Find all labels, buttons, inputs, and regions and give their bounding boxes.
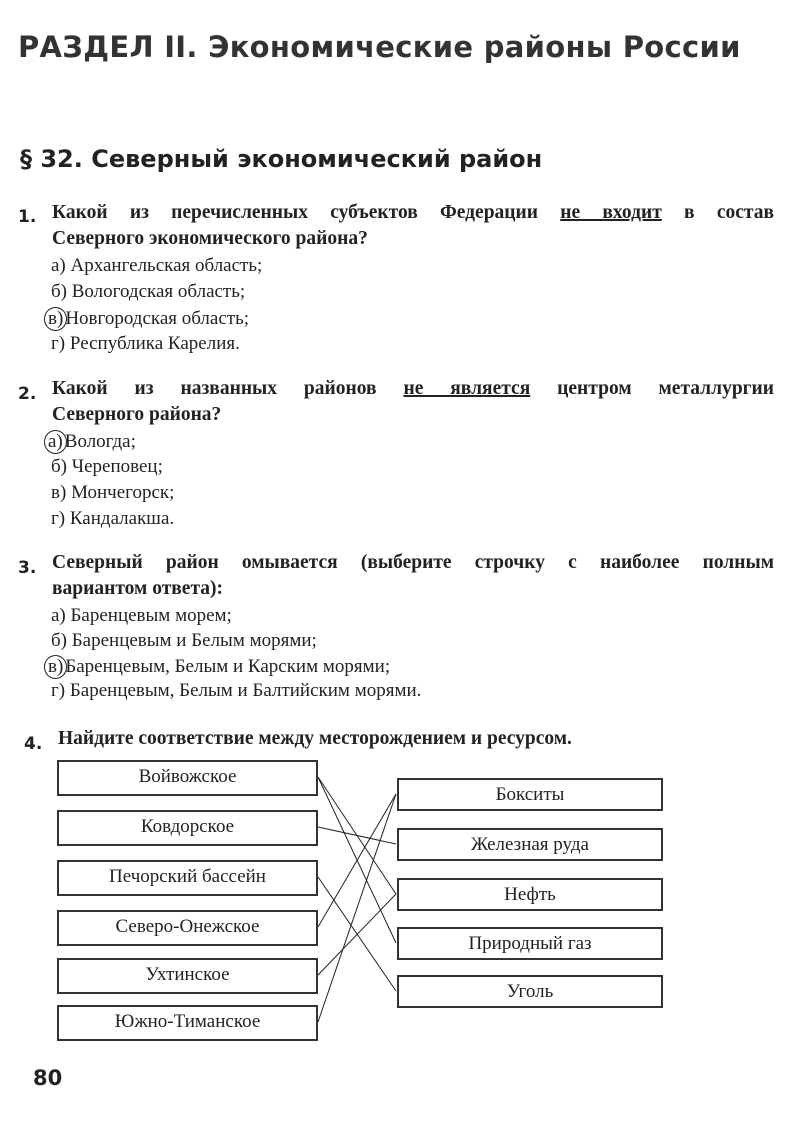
circled-option-letter: в) <box>44 307 67 331</box>
resource-box: Железная руда <box>397 828 663 861</box>
deposit-box: Южно-Тиманское <box>57 1005 318 1041</box>
resource-box: Нефть <box>397 878 663 911</box>
option-text: Баренцевым, Белым и Карским морями; <box>65 656 391 677</box>
option-text: Архангельская область; <box>65 255 263 276</box>
question-number: 3. <box>18 558 37 578</box>
circled-option-letter: в) <box>44 655 67 679</box>
option-text: Баренцевым и Белым морями; <box>67 630 317 651</box>
question-text: Найдите соответствие между месторождением и ресурсом. <box>58 728 572 749</box>
deposit-box: Войвожское <box>57 760 318 796</box>
deposit-box: Печорский бассейн <box>57 860 318 896</box>
option-letter: г) <box>51 680 66 701</box>
deposit-box: Северо-Онежское <box>57 910 318 946</box>
question-text: Северного экономического района? <box>52 228 368 249</box>
option-text: Череповец; <box>67 456 163 477</box>
section-title: § 32. Северный экономический район <box>20 145 543 173</box>
page-number: 80 <box>33 1066 63 1090</box>
question-number: 2. <box>18 384 37 404</box>
option-letter: в) <box>51 482 67 503</box>
resource-box: Уголь <box>397 975 663 1008</box>
deposit-box: Ухтинское <box>57 958 318 994</box>
option-letter: б) <box>51 281 67 302</box>
option-text: Баренцевым, Белым и Балтийским морями. <box>65 680 422 701</box>
option-text: Республика Карелия. <box>65 333 240 354</box>
underlined-text: не входит <box>560 202 662 223</box>
resource-box: Природный газ <box>397 927 663 960</box>
circled-option-letter: а) <box>44 430 67 454</box>
question-number: 4. <box>24 734 43 754</box>
question-text-part: центром металлургии <box>530 378 774 399</box>
question-number: 1. <box>18 207 37 227</box>
option-letter: г) <box>51 508 66 529</box>
question-text: Северного района? <box>52 404 222 425</box>
option-text: Мончегорск; <box>66 482 175 503</box>
option-text: Вологодская область; <box>67 281 246 302</box>
option-letter: а) <box>51 605 66 626</box>
part-title: РАЗДЕЛ II. Экономические районы России <box>18 30 741 64</box>
question-text: вариантом ответа): <box>52 578 224 599</box>
option-text: Вологда; <box>64 431 136 452</box>
option-text: Новгородская область; <box>65 308 250 329</box>
option-letter: б) <box>51 630 67 651</box>
option-text: Баренцевым морем; <box>65 605 232 626</box>
option-letter: а) <box>51 255 66 276</box>
option-letter: б) <box>51 456 67 477</box>
question-text-part: в состав <box>661 202 774 223</box>
deposit-box: Ковдорское <box>57 810 318 846</box>
question-text-part: Какой из перечисленных субъектов Федерации <box>52 202 561 223</box>
option-letter: г) <box>51 333 66 354</box>
question-text: Северный район омывается (выберите строчку с наиболее полным <box>52 552 774 573</box>
option-text: Кандалакша. <box>65 508 175 529</box>
resource-box: Бокситы <box>397 778 663 811</box>
underlined-text: не является <box>403 378 531 399</box>
question-text-part: Какой из названных районов <box>52 378 404 399</box>
